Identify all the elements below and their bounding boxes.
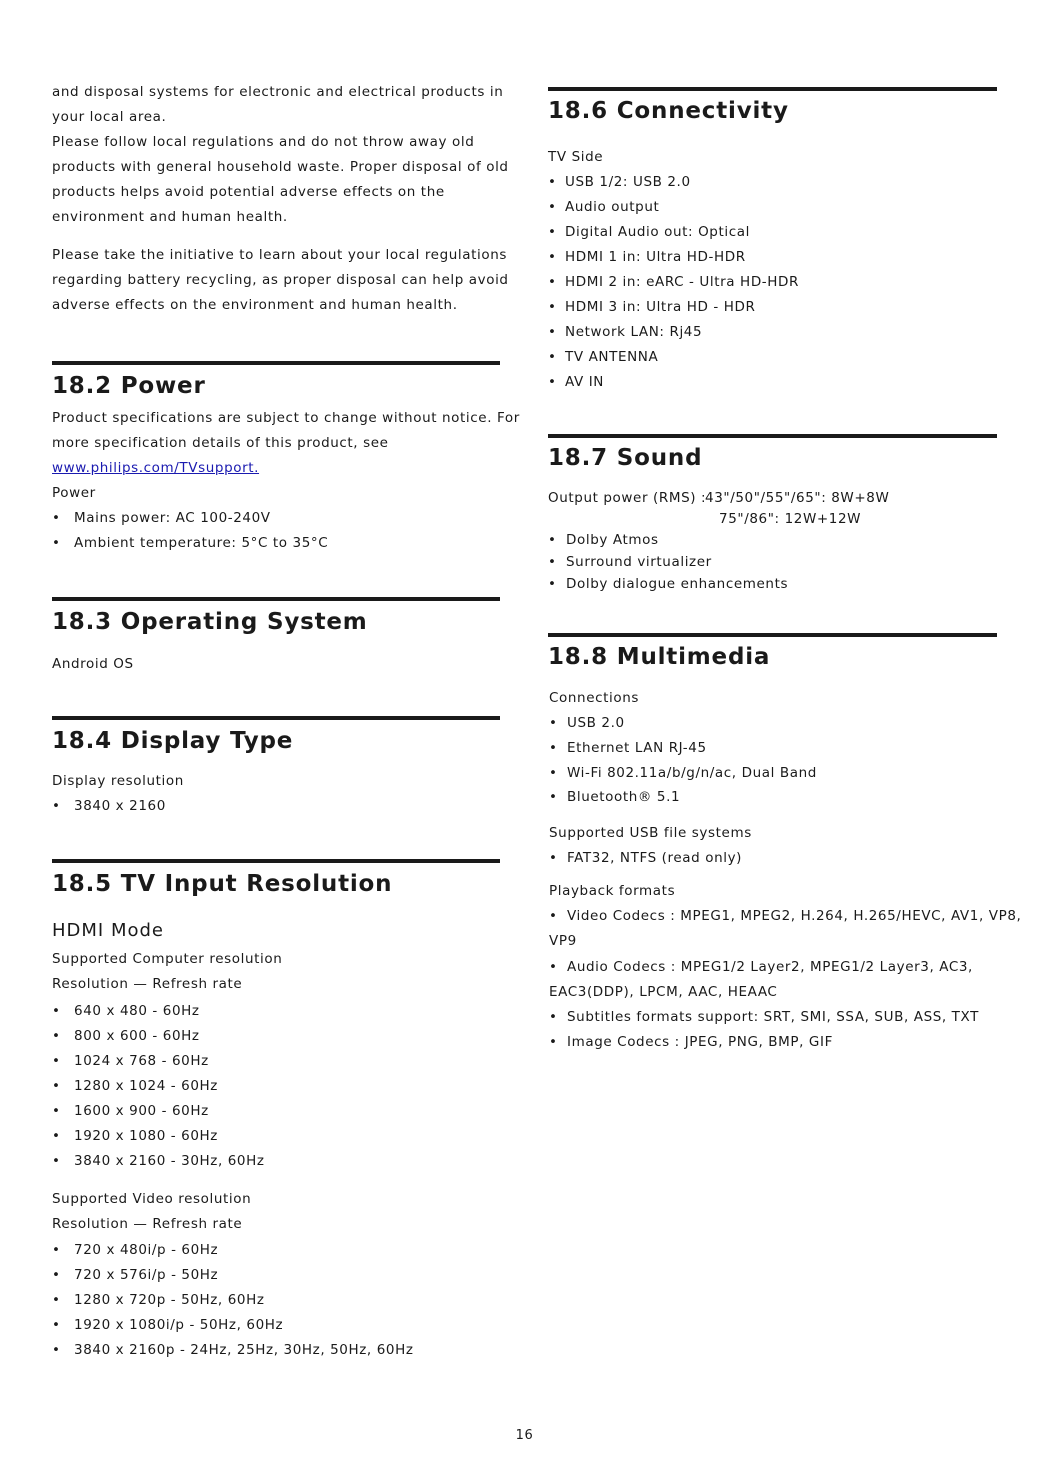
connections-label: Connections [549, 690, 640, 706]
section-heading-connectivity: 18.6 Connectivity [548, 98, 789, 124]
text-line: VP9 [549, 933, 577, 949]
section-divider [52, 716, 500, 720]
text-line: Please take the initiative to learn about your local regulations [52, 247, 508, 263]
text-line: and disposal systems for electronic and electrical products in [52, 84, 504, 100]
computer-res-label: Supported Computer resolution [52, 951, 283, 967]
section-heading-os: 18.3 Operating System [52, 609, 368, 635]
power-label: Power [52, 485, 96, 501]
section-heading-multimedia: 18.8 Multimedia [548, 644, 771, 670]
os-text: Android OS [52, 656, 134, 672]
section-divider [548, 87, 997, 91]
section-heading-display: 18.4 Display Type [52, 728, 294, 754]
power-text: Product specifications are subject to change without notice. For [52, 410, 520, 426]
section-heading-sound: 18.7 Sound [548, 445, 703, 471]
text-line: Please follow local regulations and do not throw away old [52, 134, 475, 150]
display-label: Display resolution [52, 773, 184, 789]
section-divider [52, 859, 500, 863]
support-link-text[interactable]: www.philips.com/TVsupport. [52, 460, 260, 476]
output-power-value: 43"/50"/55"/65": 8W+8W [705, 490, 890, 506]
support-link[interactable] [52, 456, 259, 481]
section-divider [548, 434, 997, 438]
section-divider [52, 597, 500, 601]
text-line: regarding battery recycling, as proper disposal can help avoid [52, 272, 509, 288]
output-power-value: 75"/86": 12W+12W [719, 511, 862, 527]
video-res-label: Supported Video resolution [52, 1191, 252, 1207]
text-line: environment and human health. [52, 209, 288, 225]
page-number: 16 [515, 1428, 534, 1443]
tv-side-label: TV Side [548, 149, 604, 165]
output-power-label: Output power (RMS) : [548, 490, 707, 506]
section-divider [548, 633, 997, 637]
video-res-sub: Resolution — Refresh rate [52, 1216, 243, 1232]
usb-fs-label: Supported USB file systems [549, 825, 752, 841]
section-heading-power: 18.2 Power [52, 373, 206, 399]
section-heading-input: 18.5 TV Input Resolution [52, 871, 393, 897]
text-line: products with general household waste. Proper disposal of old [52, 159, 509, 175]
section-divider [52, 361, 500, 365]
text-line: products helps avoid potential adverse effects on the [52, 184, 445, 200]
playback-label: Playback formats [549, 883, 676, 899]
computer-res-sub: Resolution — Refresh rate [52, 976, 243, 992]
hdmi-mode-heading: HDMI Mode [52, 920, 164, 941]
text-line: adverse effects on the environment and human health. [52, 297, 458, 313]
text-line: EAC3(DDP), LPCM, AAC, HEAAC [549, 984, 778, 1000]
text-line: your local area. [52, 109, 167, 125]
power-text: more specification details of this product, see [52, 435, 389, 451]
